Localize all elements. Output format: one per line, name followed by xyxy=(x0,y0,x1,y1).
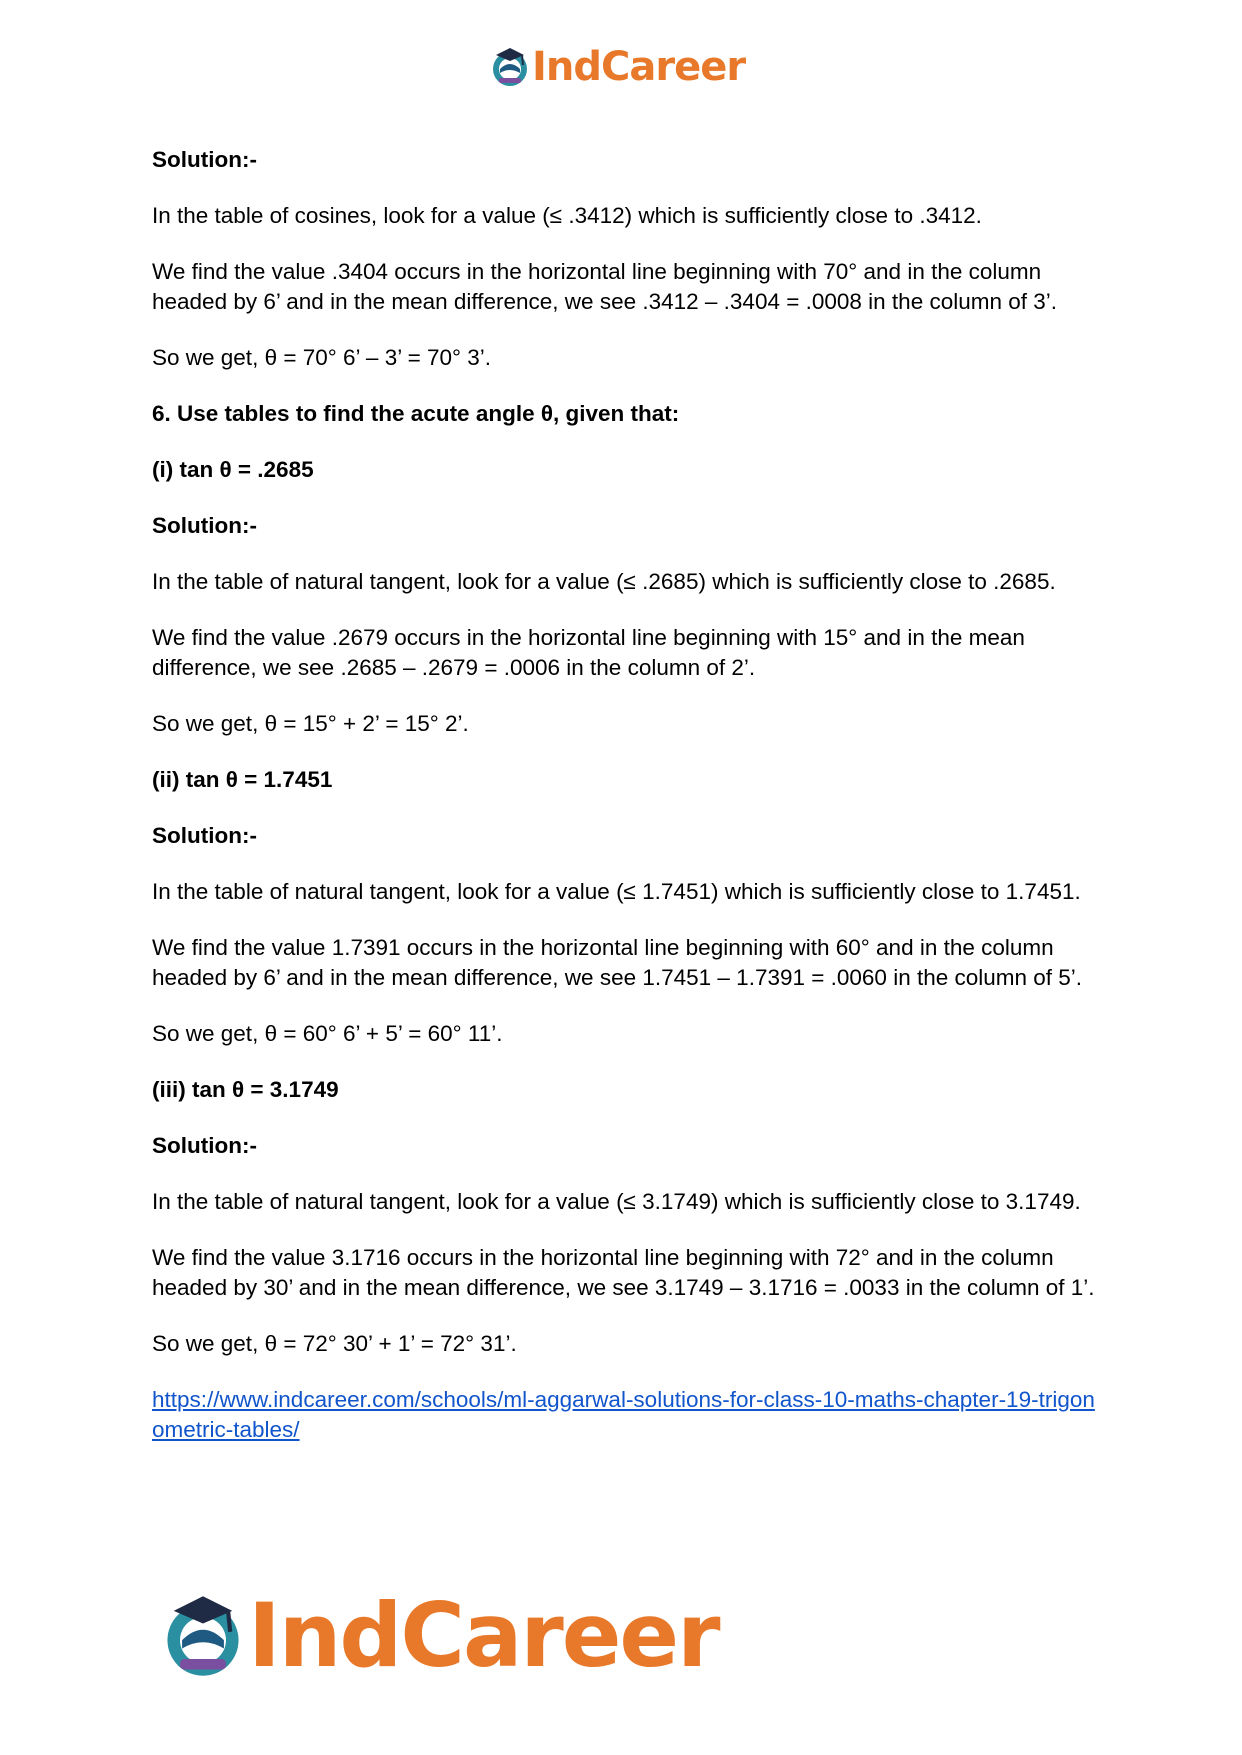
paragraph: We find the value .2679 occurs in the horizontal line beginning with 15° and in the mean difference, we see .2685 – .2679 = .0006 in the column of 2’. xyxy=(152,625,1025,680)
graduation-cap-book-icon xyxy=(490,45,530,89)
question-heading: 6. Use tables to find the acute angle θ, given that: xyxy=(152,401,680,426)
paragraph: In the table of natural tangent, look for a value (≤ 3.1749) which is sufficiently close to 3.1749. xyxy=(152,1189,1081,1214)
sub-question: (ii) tan θ = 1.7451 xyxy=(152,767,333,792)
paragraph: In the table of cosines, look for a value (≤ .3412) which is sufficiently close to .3412. xyxy=(152,203,982,228)
sub-question: (i) tan θ = .2685 xyxy=(152,457,314,482)
brand-name: IndCareer xyxy=(532,44,746,90)
solution-heading: Solution:- xyxy=(152,823,257,848)
paragraph: In the table of natural tangent, look for a value (≤ 1.7451) which is sufficiently close to 1.7451. xyxy=(152,879,1081,904)
brand-name: IndCareer xyxy=(248,1584,719,1687)
source-link[interactable]: https://www.indcareer.com/schools/ml-aggarwal-solutions-for-class-10-maths-chapter-19-trigonometric-tables/ xyxy=(152,1387,1095,1442)
sub-question: (iii) tan θ = 3.1749 xyxy=(152,1077,339,1102)
paragraph: So we get, θ = 15° + 2’ = 15° 2’. xyxy=(152,711,469,736)
paragraph: So we get, θ = 72° 30’ + 1’ = 72° 31’. xyxy=(152,1331,517,1356)
graduation-cap-book-icon xyxy=(160,1590,246,1682)
paragraph: We find the value .3404 occurs in the horizontal line beginning with 70° and in the column headed by 6’ and in the mean difference, we see .3412 – .3404 = .0008 in the column of 3’. xyxy=(152,259,1058,314)
document-body xyxy=(152,145,1097,1471)
paragraph: So we get, θ = 60° 6’ + 5’ = 60° 11’. xyxy=(152,1021,503,1046)
solution-heading: Solution:- xyxy=(152,513,257,538)
solution-heading: Solution:- xyxy=(152,147,257,172)
paragraph: We find the value 3.1716 occurs in the horizontal line beginning with 72° and in the column headed by 30’ and in the mean difference, we see 3.1749 – 3.1716 = .0033 in the column of 1’. xyxy=(152,1245,1095,1300)
paragraph: So we get, θ = 70° 6’ – 3’ = 70° 3’. xyxy=(152,345,492,370)
paragraph: We find the value 1.7391 occurs in the horizontal line beginning with 60° and in the column headed by 6’ and in the mean difference, we see 1.7451 – 1.7391 = .0060 in the column of 5’. xyxy=(152,935,1083,990)
header-logo xyxy=(490,42,745,92)
paragraph: In the table of natural tangent, look for a value (≤ .2685) which is sufficiently close to .2685. xyxy=(152,569,1056,594)
footer-logo xyxy=(160,1584,719,1687)
solution-heading: Solution:- xyxy=(152,1133,257,1158)
